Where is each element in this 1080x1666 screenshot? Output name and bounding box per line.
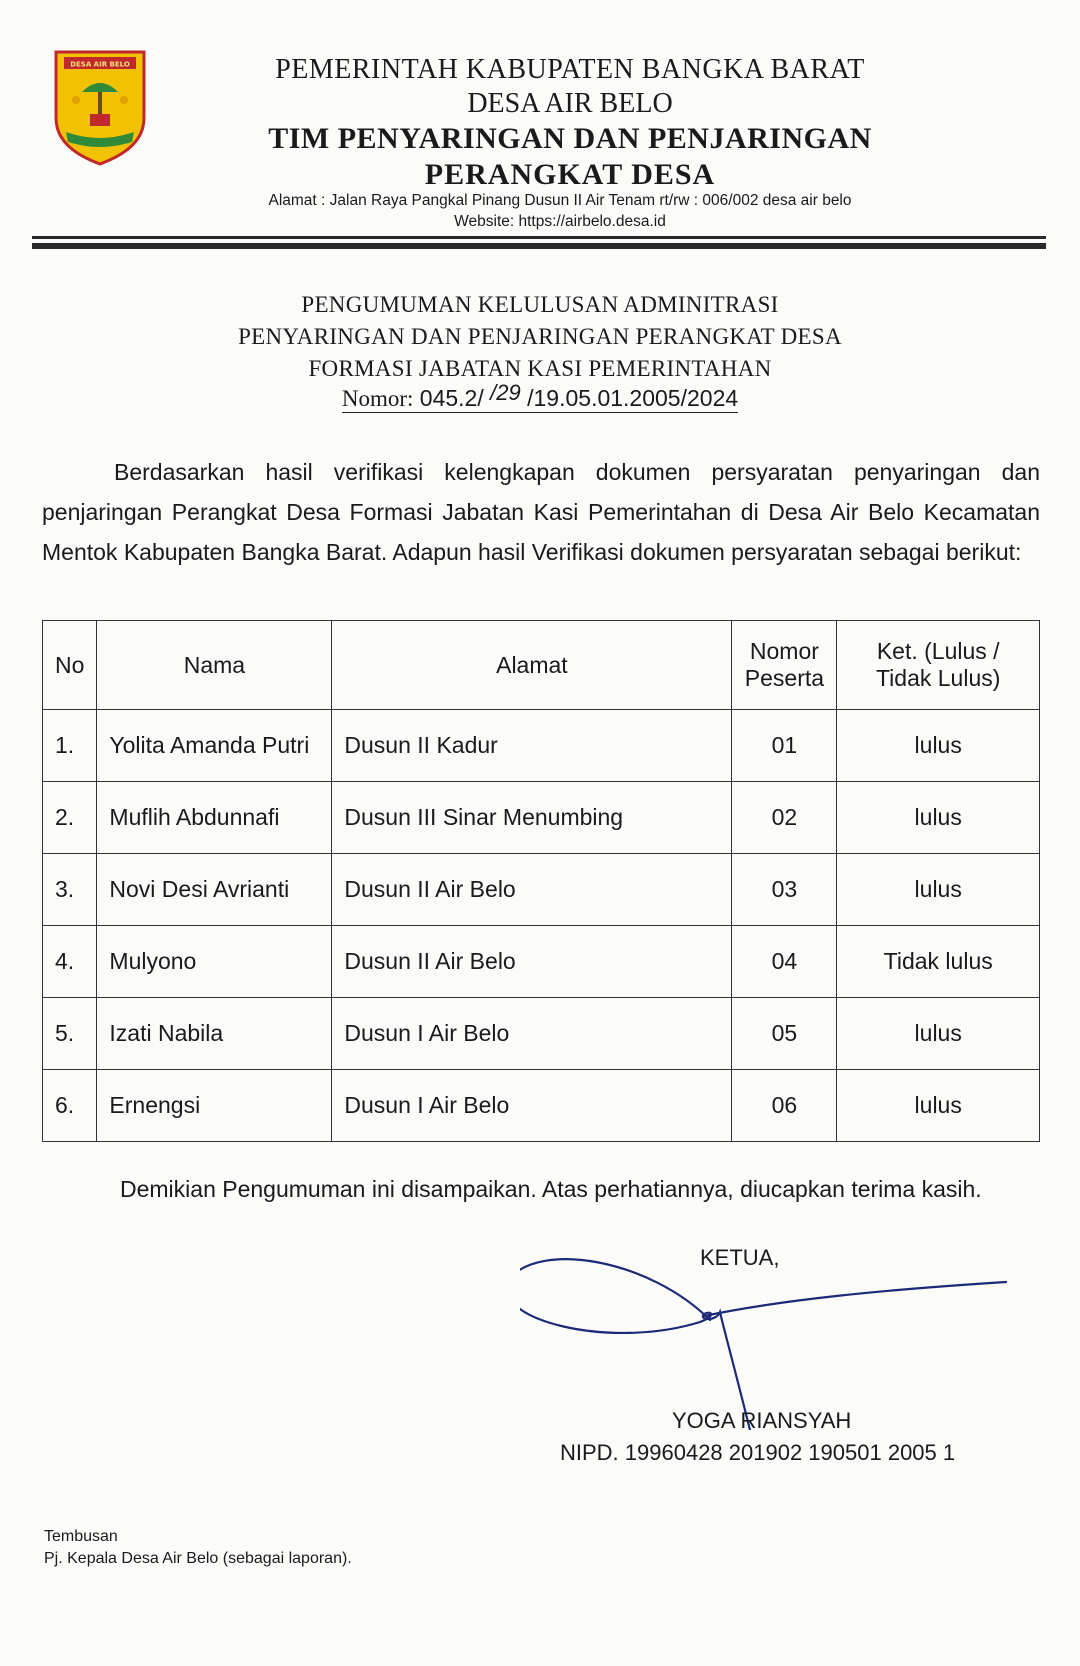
header-address: Alamat : Jalan Raya Pangkal Pinang Dusun II Air Tenam rt/rw : 006/002 desa air belo xyxy=(268,192,852,209)
table-header-row xyxy=(43,621,1040,710)
document-number xyxy=(0,380,1080,412)
signatory-name: YOGA RIANSYAH xyxy=(672,1408,852,1433)
announcement-title-line2: PENYARINGAN DAN PENJARINGAN PERANGKAT DESA xyxy=(238,324,842,349)
cell-alamat: Dusun I Air Belo xyxy=(332,1070,732,1142)
body-paragraph: Berdasarkan hasil verifikasi kelengkapan dokumen persyaratan penyaringan dan penjaringan Perangkat Desa Formasi Jabatan Kasi Pemerintahan di Desa Air Belo Kecamatan Mentok Kabupaten Bangka Barat. Adapun hasil Verifikasi dokumen persyaratan sebagai berikut: xyxy=(42,459,1040,565)
cell-no: 5. xyxy=(43,998,97,1070)
document-number-prefix: 045.2/ xyxy=(413,385,491,411)
header-committee-sub: PERANGKAT DESA xyxy=(424,158,716,191)
cell-no: 1. xyxy=(43,710,97,782)
cell-ket: lulus xyxy=(837,1070,1040,1142)
cell-no: 3. xyxy=(43,854,97,926)
announcement-title-line1: PENGUMUMAN KELULUSAN ADMINITRASI xyxy=(301,292,779,317)
cell-nama: Izati Nabila xyxy=(97,998,332,1070)
handwritten-signature xyxy=(520,1240,1020,1430)
header-committee: TIM PENYARINGAN DAN PENJARINGAN xyxy=(268,122,872,155)
signatory-title: KETUA, xyxy=(700,1245,780,1270)
document-number-label: Nomor: xyxy=(341,386,414,411)
cell-nomor-peserta: 05 xyxy=(732,998,837,1070)
signatory-nipd: NIPD. 19960428 201902 190501 2005 1 xyxy=(560,1440,956,1465)
col-header-ket: Ket. (Lulus / Tidak Lulus) xyxy=(837,621,1040,710)
cell-nama: Novi Desi Avrianti xyxy=(97,854,332,926)
cell-no: 4. xyxy=(43,926,97,998)
table-row xyxy=(43,710,1040,782)
cell-nomor-peserta: 02 xyxy=(732,782,837,854)
cell-nomor-peserta: 04 xyxy=(732,926,837,998)
table-row xyxy=(43,1070,1040,1142)
cell-nama: Mulyono xyxy=(97,926,332,998)
table-row xyxy=(43,998,1040,1070)
cell-ket: lulus xyxy=(837,710,1040,782)
table-row xyxy=(43,782,1040,854)
cell-alamat: Dusun I Air Belo xyxy=(332,998,732,1070)
cell-ket: lulus xyxy=(837,854,1040,926)
col-header-nomor-peserta: Nomor Peserta xyxy=(732,621,837,710)
col-header-no: No xyxy=(43,621,97,710)
cell-alamat: Dusun III Sinar Menumbing xyxy=(332,782,732,854)
cell-alamat: Dusun II Kadur xyxy=(332,710,732,782)
header-website: Website: https://airbelo.desa.id xyxy=(454,213,666,230)
cell-ket: lulus xyxy=(837,782,1040,854)
cc-label: Tembusan xyxy=(44,1528,118,1545)
logo-text: DESA AIR BELO xyxy=(70,60,130,69)
header-village: DESA AIR BELO xyxy=(467,88,673,119)
announcement-title-line3: FORMASI JABATAN KASI PEMERINTAHAN xyxy=(308,356,772,381)
cell-nomor-peserta: 06 xyxy=(732,1070,837,1142)
col-header-nama: Nama xyxy=(97,621,332,710)
cell-alamat: Dusun II Air Belo xyxy=(332,926,732,998)
cell-nomor-peserta: 03 xyxy=(732,854,837,926)
cell-nama: Yolita Amanda Putri xyxy=(97,710,332,782)
cell-no: 6. xyxy=(43,1070,97,1142)
closing-statement: Demikian Pengumuman ini disampaikan. Atas perhatiannya, diucapkan terima kasih. xyxy=(120,1176,982,1202)
table-row xyxy=(43,854,1040,926)
header-government: PEMERINTAH KABUPATEN BANGKA BARAT xyxy=(275,54,865,85)
village-emblem-logo xyxy=(52,48,148,168)
header-divider-thin xyxy=(32,236,1046,239)
cell-alamat: Dusun II Air Belo xyxy=(332,854,732,926)
cell-ket: lulus xyxy=(837,998,1040,1070)
cell-nomor-peserta: 01 xyxy=(732,710,837,782)
document-number-handwritten: /29 xyxy=(490,380,521,405)
header-divider-thick xyxy=(32,243,1046,249)
document-number-suffix: /19.05.01.2005/2024 xyxy=(520,385,739,411)
results-table xyxy=(42,620,1040,1142)
table-row xyxy=(43,926,1040,998)
cell-ket: Tidak lulus xyxy=(837,926,1040,998)
cell-nama: Muflih Abdunnafi xyxy=(97,782,332,854)
cell-nama: Ernengsi xyxy=(97,1070,332,1142)
cc-recipient: Pj. Kepala Desa Air Belo (sebagai laporan). xyxy=(44,1550,352,1567)
cell-no: 2. xyxy=(43,782,97,854)
col-header-alamat: Alamat xyxy=(332,621,732,710)
